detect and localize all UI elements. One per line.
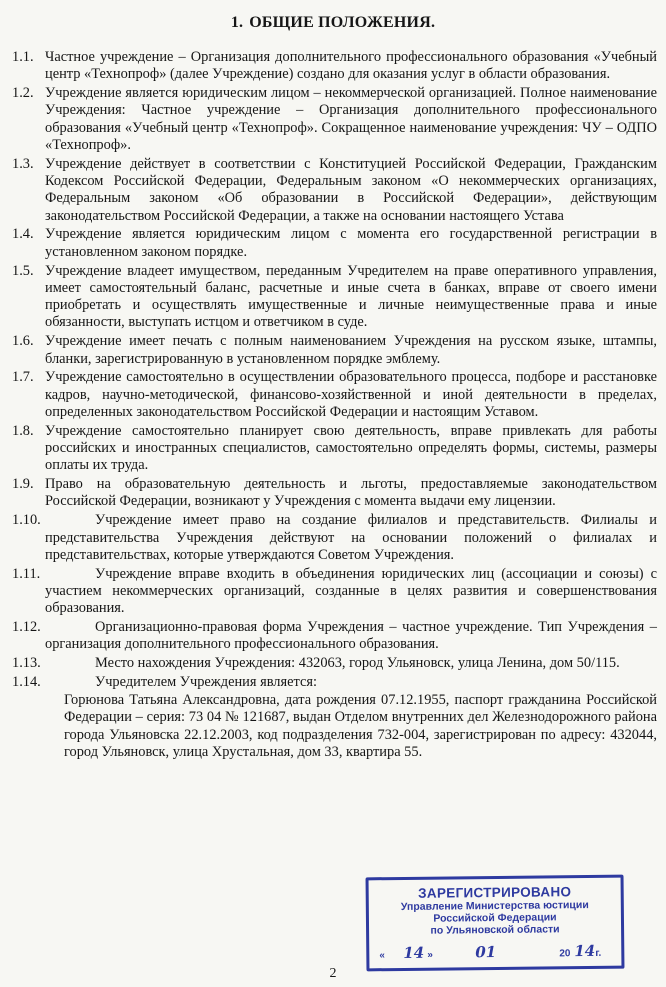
clause-1-4 xyxy=(12,226,657,261)
clause-text: Учреждение является юридическим лицом – некоммерческой организацией. Полное наименование Учреждения: Частное учреждение – Организация дополнительного профессионального образования «Учебный центр «Технопроф». Сокращенное наименование учреждения: ЧУ – ОДПО «Технопроф». xyxy=(45,85,657,153)
stamp-authority-line-1: Управление Министерства юстиции xyxy=(400,899,589,913)
page-number: 2 xyxy=(329,966,337,981)
clause-text: Организационно-правовая форма Учреждения – частное учреждение. Тип Учреждения – организация дополнительного профессионального образования. xyxy=(45,619,657,653)
clause-text: Учреждение является юридическим лицом с момента его государственной регистрации в установленном законом порядке. xyxy=(45,226,657,260)
clause-number: 1.8. xyxy=(12,422,34,439)
clause-list xyxy=(12,49,657,763)
clause-text: Место нахождения Учреждения: 432063, город Ульяновск, улица Ленина, дом 50/115. xyxy=(95,655,620,672)
clause-number: 1.2. xyxy=(12,85,34,102)
clause-number: 1.1. xyxy=(12,49,34,65)
clause-number: 1.6. xyxy=(12,333,34,350)
clause-1-13 xyxy=(12,655,657,672)
founder-details: Горюнова Татьяна Александровна, дата рождения 07.12.1955, паспорт гражданина Российской Федерации – серия: 73 04 № 121687, выдан Отделом внутренних дел Железнодорожного района города Ульяновска 22.12.2003, код подразделения 732-004, зарегистрирован по адресу: 432044, город Ульяновск, улица Хрустальная, дом 33, квартира 55. xyxy=(64,692,657,761)
clause-1-5 xyxy=(12,263,657,332)
clause-1-7 xyxy=(12,369,657,421)
clause-1-11 xyxy=(12,566,657,618)
clause-number: 1.4. xyxy=(12,226,34,243)
clause-text: Частное учреждение – Организация дополнительного профессионального образования «Учебный центр «Технопроф» (далее Учреждение) создано для оказания услуг в области образования. xyxy=(45,49,657,83)
stamp-year-prefix: 20 xyxy=(559,948,571,960)
stamp-year-mark: г. xyxy=(595,947,602,959)
clause-text: Учреждение самостоятельно в осуществлении образовательного процесса, подборе и расстановке кадров, научно-методической, финансово-хозяйственной и иной деятельности в пределах, определенных законодательством Российской Федерации и настоящим Уставом. xyxy=(45,369,657,420)
clause-text: Учреждение имеет печать с полным наименованием Учреждения на русском языке, штампы, бланки, зарегистрированную в установленном порядке эмблему. xyxy=(45,333,657,367)
clause-number: 1.11. xyxy=(12,565,41,582)
clause-text: Учредителем Учреждения является: xyxy=(95,673,317,690)
clause-1-9 xyxy=(12,476,657,511)
clause-number: 1.10. xyxy=(12,512,41,529)
clause-number: 1.13. xyxy=(12,655,41,672)
clause-text: Право на образовательную деятельность и льготы, предоставляемые законодательством Российской Федерации, возникают у Учреждения с момента выдачи ему лицензии. xyxy=(45,476,657,510)
stamp-day: 14 xyxy=(403,943,425,962)
clause-1-10 xyxy=(12,512,657,564)
stamp-year-suffix: 14 xyxy=(574,941,596,961)
stamp-date xyxy=(379,941,613,965)
registration-stamp xyxy=(366,875,625,972)
clause-number: 1.14. xyxy=(12,673,41,690)
clause-number: 1.5. xyxy=(12,262,34,279)
stamp-title: ЗАРЕГИСТРИРОВАНО xyxy=(418,884,572,901)
clause-1-6 xyxy=(12,333,657,368)
stamp-authority-line-2: Российской Федерации xyxy=(433,911,557,925)
section-title: ОБЩИЕ ПОЛОЖЕНИЯ. xyxy=(249,14,436,31)
section-heading xyxy=(0,14,666,32)
clause-1-3 xyxy=(12,156,657,225)
clause-text: Учреждение вправе входить в объединения юридических лиц (ассоциации и союзы) с участием некоммерческих организаций, созданные в целях развития и совершенствования образования. xyxy=(45,565,657,617)
section-number: 1. xyxy=(230,14,244,31)
clause-1-8 xyxy=(12,423,657,475)
stamp-month: 01 xyxy=(475,942,497,962)
stamp-date-separator: « xyxy=(379,950,385,962)
clause-text: Учреждение владеет имуществом, переданным Учредителем на праве оперативного управления, имеет самостоятельный баланс, расчетные и иные счета в банках, вправе от своего имени приобретать и осуществлять имущественные и личные неимущественные права и иные обязанности, выступать истцом и ответчиком в суде. xyxy=(45,262,657,331)
clause-1-1 xyxy=(12,49,657,84)
clause-text: Учреждение самостоятельно планирует свою деятельность, вправе привлекать для работы российских и иностранных специалистов, самостоятельно определять формы, системы, размеры оплаты их труда. xyxy=(45,422,657,474)
clause-number: 1.9. xyxy=(12,476,34,493)
clause-1-14 xyxy=(12,674,657,761)
clause-text: Учреждение имеет право на создание филиалов и представительств. Филиалы и представительства Учреждения действуют на основании положений о филиалах и представительствах, которые утверждаются Советом Учреждения. xyxy=(45,512,657,563)
clause-text: Учреждение действует в соответствии с Конституцией Российской Федерации, Гражданским Кодексом Российской Федерации, Федеральным законом «О некоммерческих организациях, Федеральным законом «Об образовании в Российской Федерации», действующим законодательством Российской Федерации, а также на основании настоящего Устава xyxy=(45,155,657,224)
clause-number: 1.7. xyxy=(12,369,34,386)
stamp-date-separator: » xyxy=(427,949,433,961)
clause-1-2 xyxy=(12,85,657,154)
stamp-authority-line-3: по Ульяновской области xyxy=(430,923,560,937)
clause-1-12 xyxy=(12,619,657,654)
clause-number: 1.3. xyxy=(12,155,34,172)
clause-number: 1.12. xyxy=(12,619,41,635)
